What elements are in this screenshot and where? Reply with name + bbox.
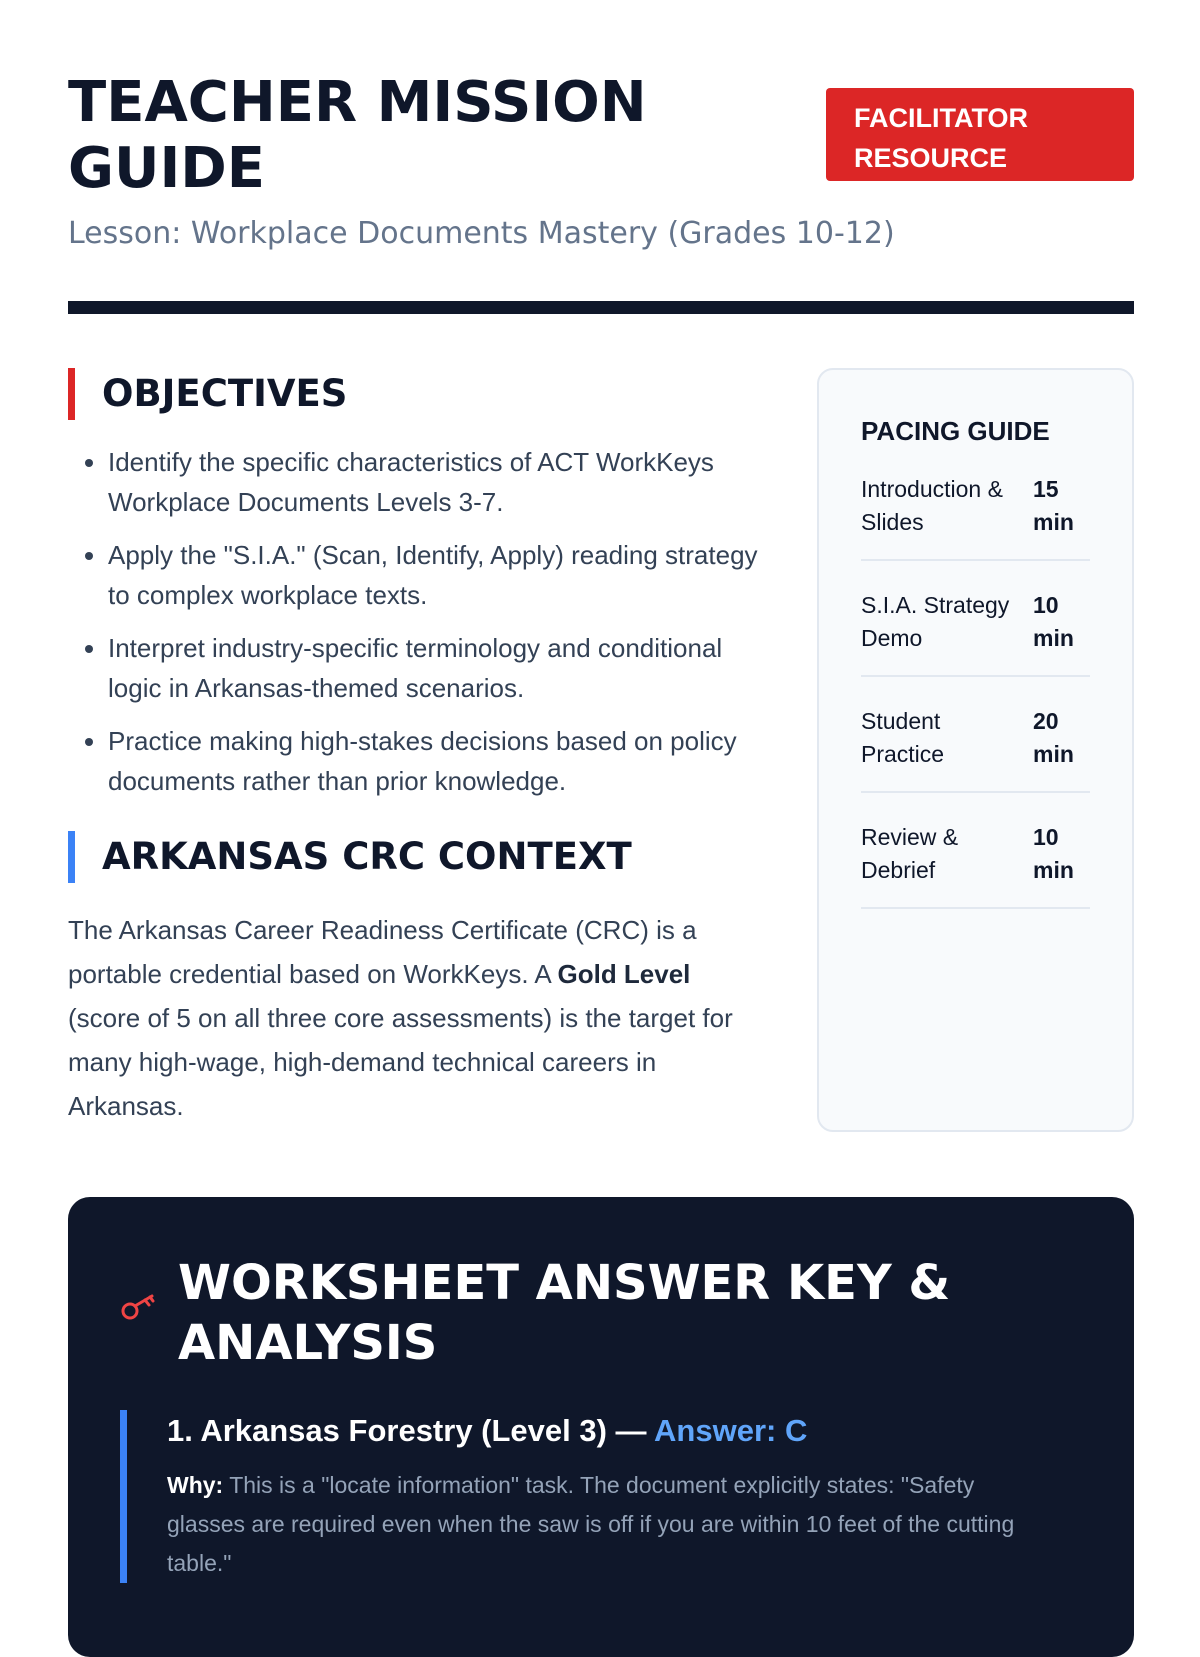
lesson-subtitle: Lesson: Workplace Documents Mastery (Grades 10-12): [68, 216, 895, 251]
answer-key-panel: [68, 1197, 1134, 1657]
objective-item: • Identify the specific characteristics of ACT WorkKeys Workplace Documents Levels 3-7.: [108, 442, 768, 522]
why-label: Why:: [167, 1472, 224, 1498]
main-column: [68, 368, 768, 1128]
pacing-activity: S.I.A. Strategy Demo: [861, 592, 1010, 651]
context-text-start: The Arkansas Career Readiness Certificate (CRC) is a portable credential based on WorkKeys. A: [68, 915, 697, 989]
crc-context-text: [68, 908, 768, 1128]
context-text-end: (score of 5 on all three core assessments) is the target for many high-wage, high-demand technical careers in Arkansas.: [68, 1003, 733, 1121]
pacing-row: [861, 811, 1090, 909]
pacing-duration: 15 min: [1033, 476, 1074, 535]
objectives-list: [68, 442, 768, 801]
key-icon: [120, 1287, 160, 1327]
pacing-activity: Review & Debrief: [861, 824, 959, 883]
answer-label: Answer: C: [654, 1413, 808, 1448]
page-header: [68, 70, 1134, 251]
answer-item-heading: [167, 1410, 1050, 1452]
objectives-heading: OBJECTIVES: [68, 368, 768, 420]
pacing-guide-title: PACING GUIDE: [861, 416, 1050, 446]
objective-item: • Apply the "S.I.A." (Scan, Identify, Apply) reading strategy to complex workplace texts.: [108, 535, 768, 615]
pacing-row: [861, 463, 1090, 561]
objective-item: • Practice making high-stakes decisions based on policy documents rather than prior knowledge.: [108, 721, 768, 801]
question-label: 1. Arkansas Forestry (Level 3) —: [167, 1413, 647, 1448]
pacing-row: [861, 579, 1090, 677]
pacing-duration: 10 min: [1033, 824, 1074, 883]
objective-item: • Interpret industry-specific terminology and conditional logic in Arkansas-themed scenarios.: [108, 628, 768, 708]
gold-level-emphasis: Gold Level: [557, 959, 691, 989]
answer-explanation: [167, 1466, 1050, 1583]
why-text: This is a "locate information" task. The document explicitly states: "Safety glasses are required even when the saw is off if you are within 10 feet of the cutting table.": [167, 1472, 1015, 1576]
pacing-activity: Introduction & Slides: [861, 476, 1003, 535]
answer-key-title: WORKSHEET ANSWER KEY & ANALYSIS: [178, 1255, 951, 1371]
pacing-duration: 20 min: [1033, 708, 1074, 767]
pacing-row: [861, 695, 1090, 793]
page-title: TEACHER MISSION GUIDE: [68, 70, 647, 201]
crc-context-heading: ARKANSAS CRC CONTEXT: [68, 831, 768, 883]
pacing-duration: 10 min: [1033, 592, 1074, 651]
pacing-activity: Student Practice: [861, 708, 945, 767]
pacing-guide-card: [817, 368, 1134, 1132]
answer-item: [120, 1410, 1050, 1583]
facilitator-badge: FACILITATOR RESOURCE: [826, 88, 1134, 181]
header-divider: [68, 301, 1134, 314]
